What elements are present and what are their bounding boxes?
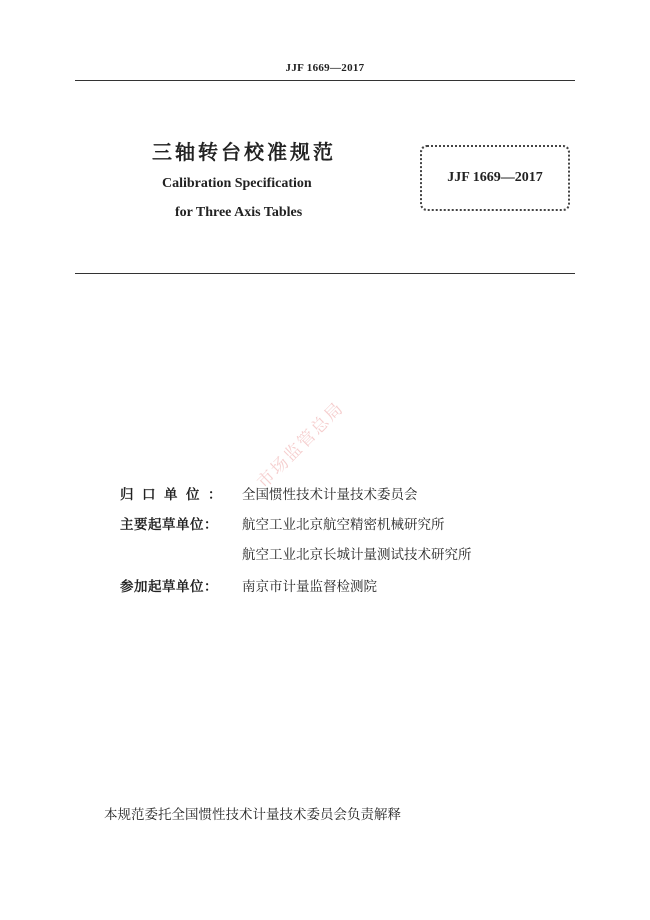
info-label: 主要起草单位：	[120, 517, 218, 533]
info-row-main-drafter-2	[120, 543, 472, 563]
title-english-line1: Calibration Specification	[162, 176, 312, 191]
info-label: 参加起草单位：	[120, 579, 218, 595]
standard-code-box	[420, 145, 570, 211]
bottom-rule	[75, 273, 575, 274]
info-row-main-drafter	[120, 513, 445, 533]
info-value: 航空工业北京长城计量测试技术研究所	[242, 547, 472, 563]
footer-interpretation-note: 本规范委托全国惯性技术计量技术委员会负责解释	[104, 807, 401, 823]
info-row-participating-drafter	[120, 575, 377, 595]
info-value: 全国惯性技术计量技术委员会	[242, 487, 418, 503]
info-value: 南京市计量监督检测院	[242, 579, 377, 595]
info-row-authority	[120, 483, 418, 503]
info-value: 航空工业北京航空精密机械研究所	[242, 517, 445, 533]
standard-code-box-text: JJF 1669—2017	[447, 170, 543, 185]
title-chinese: 三轴转台校准规范	[152, 140, 336, 164]
top-rule	[75, 80, 575, 81]
info-label: 归口单位：	[120, 487, 230, 503]
watermark: 市场监管总局	[253, 397, 349, 493]
header-standard-code: JJF 1669—2017	[285, 62, 365, 74]
title-english-line2: for Three Axis Tables	[175, 205, 303, 220]
